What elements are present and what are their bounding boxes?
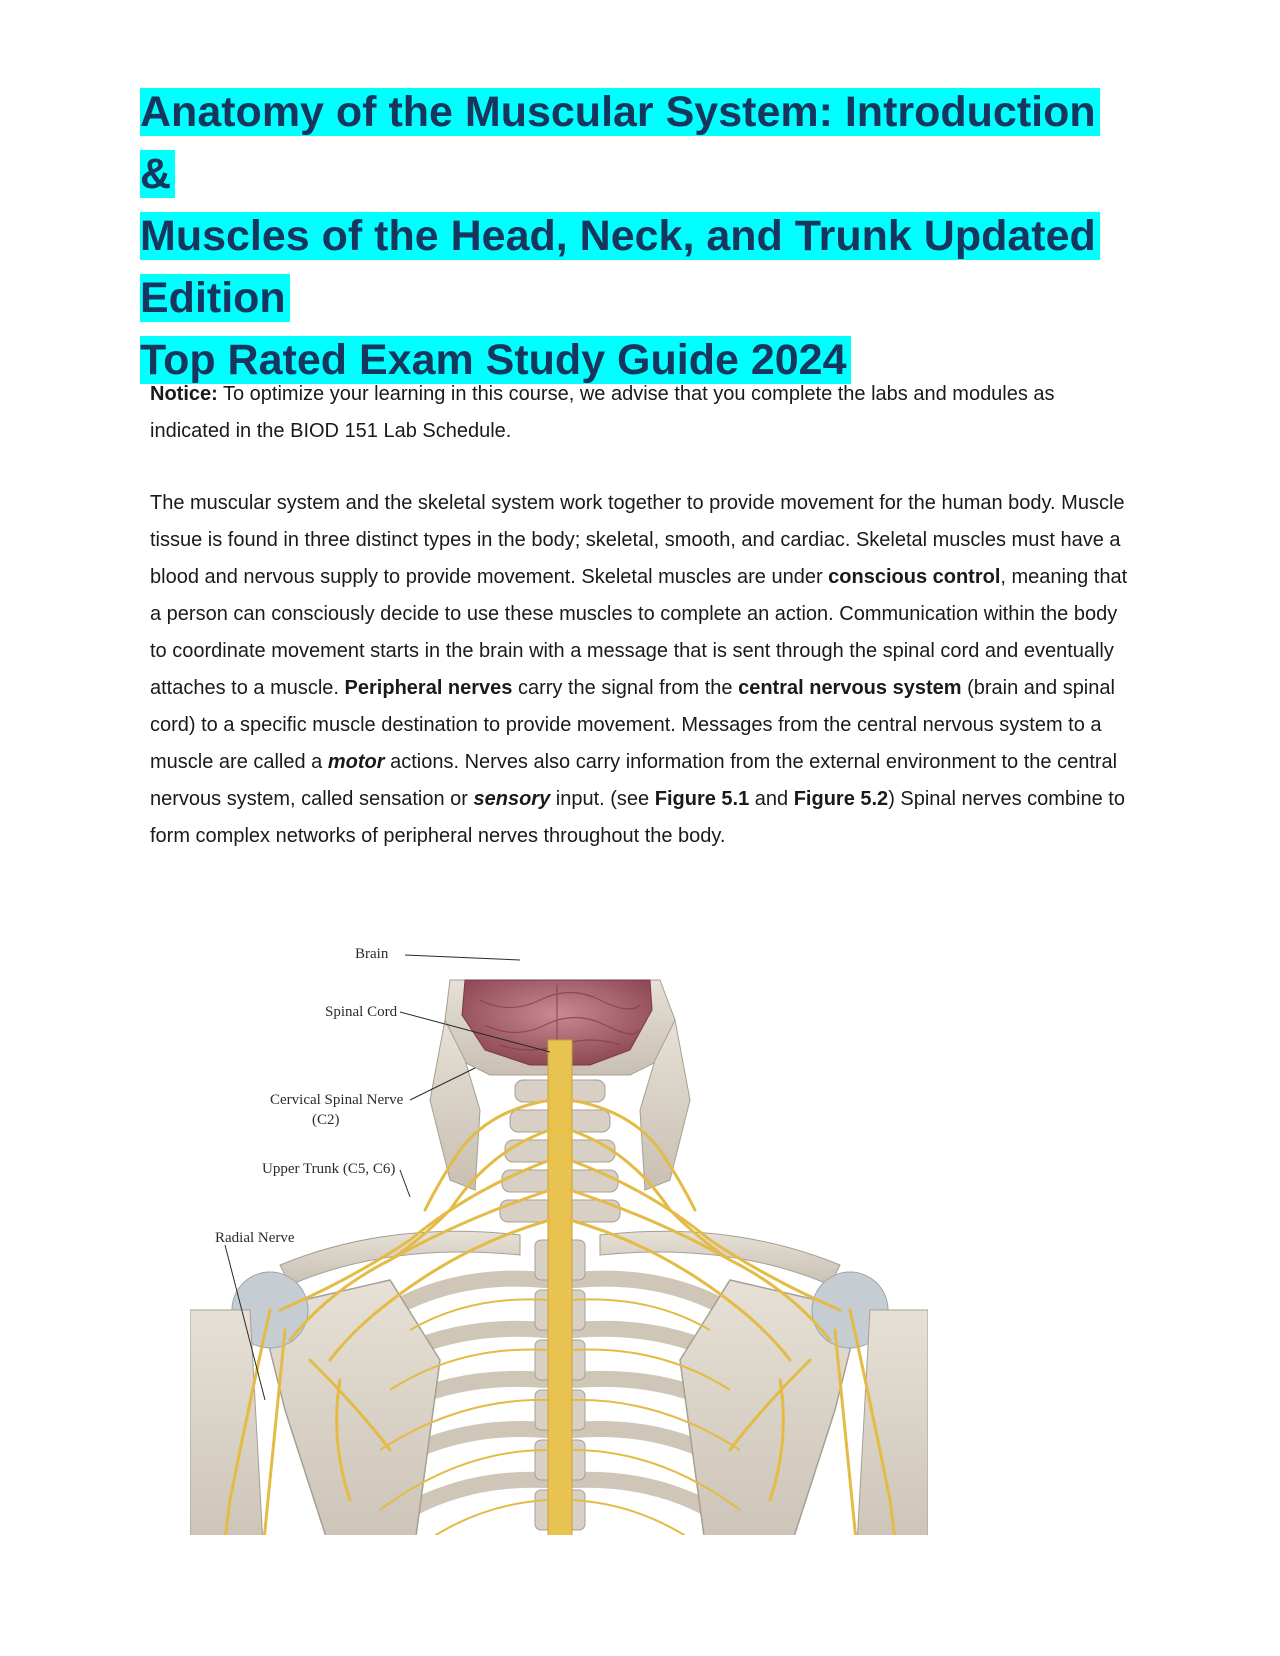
para-text-1: The muscular system and the skeletal system work together to provide movement for the human body. Muscle tissue is found in three distinct types in the body; skeletal, smooth, and cardiac. Skeletal muscles must have a blood and nervous supply to provide movement. Skeletal muscles are under — [150, 492, 1125, 588]
notice-text: To optimize your learning in this course, we advise that you complete the labs and modules as indicated in the BIOD 151 Lab Schedule. — [150, 383, 1055, 442]
title-line-1: Anatomy of the Muscular System: Introduction & — [140, 88, 1100, 198]
term-central-nervous-system: central nervous system — [738, 677, 962, 699]
label-radial-nerve: Radial Nerve — [215, 1230, 295, 1246]
para-text-8: ) Spinal nerves combine to form complex networks of peripheral nerves throughout the body. — [150, 788, 1125, 847]
para-text-5: actions. Nerves also carry information from the external environment to the central nervous system, called sensation or — [150, 751, 1118, 810]
label-upper-trunk: Upper Trunk (C5, C6) — [262, 1161, 396, 1177]
para-text-2: , meaning that a person can consciously decide to use these muscles to complete an action. Communication within the body to coordinate movement starts in the brain with a message that is sent through the spinal cord and eventually attaches to a muscle. — [150, 566, 1128, 699]
label-spinal-cord: Spinal Cord — [325, 1004, 398, 1020]
para-text-3: carry the signal from the — [512, 677, 739, 699]
ref-figure-5-1: Figure 5.1 — [654, 788, 750, 810]
body-paragraph — [150, 485, 1130, 855]
term-conscious-control: conscious control — [828, 566, 1001, 588]
title-line-4: Top Rated Exam Study Guide 2024 — [140, 336, 851, 384]
spinal-cord — [548, 1040, 572, 1535]
para-text-7: and — [749, 788, 794, 810]
notice-paragraph — [150, 376, 1130, 450]
title-line-2: Muscles of the Head, Neck, and Trunk Updated — [140, 212, 1100, 260]
label-brain: Brain — [355, 946, 389, 962]
label-cervical-spinal-nerve: Cervical Spinal Nerve — [270, 1092, 404, 1108]
term-peripheral-nerves: Peripheral nerves — [344, 677, 513, 699]
para-text-4: (brain and spinal cord) to a specific muscle destination to provide movement. Messages from the central nervous system to a muscle are called a — [150, 677, 1115, 773]
term-motor: motor — [327, 751, 385, 773]
document-title — [140, 86, 1140, 396]
term-sensory: sensory — [473, 788, 551, 810]
notice-label: Notice: — [150, 383, 218, 405]
para-text-6: input. (see — [550, 788, 655, 810]
title-line-3: Edition — [140, 274, 290, 322]
nervous-system-figure — [190, 935, 928, 1535]
label-cervical-c2: (C2) — [312, 1112, 340, 1128]
nervous-system-illustration — [190, 935, 928, 1535]
ref-figure-5-2: Figure 5.2 — [793, 788, 889, 810]
